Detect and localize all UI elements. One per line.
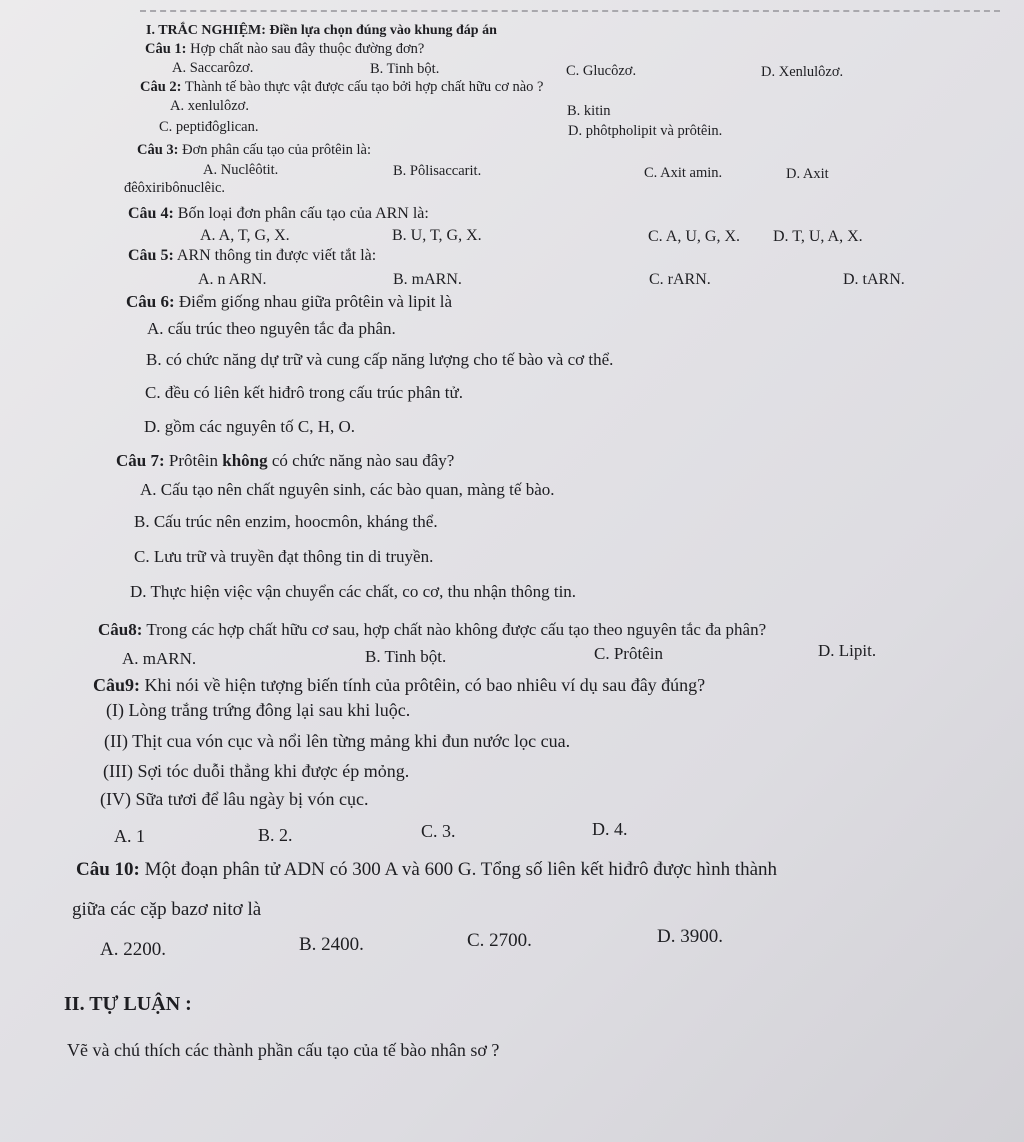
q1-option-a: A. Saccarôzơ. xyxy=(172,60,254,76)
q7-option-d: D. Thực hiện việc vận chuyển các chất, co cơ, thu nhận thông tin. xyxy=(130,582,577,601)
q5-option-b: B. mARN. xyxy=(393,271,462,288)
q3-option-a: A. Nuclêôtit. xyxy=(203,162,279,178)
q4-option-c: C. A, U, G, X. xyxy=(648,228,741,245)
question-6 xyxy=(126,293,452,310)
question-9-label: Câu9: xyxy=(93,675,141,695)
q6-option-d: D. gồm các nguyên tố C, H, O. xyxy=(144,417,356,436)
q5-option-c: C. rARN. xyxy=(649,271,711,288)
q7-option-c: C. Lưu trữ và truyền đạt thông tin di truyền. xyxy=(134,547,434,566)
q3-option-c: C. Axit amin. xyxy=(644,165,723,181)
q7-option-b: B. Cấu trúc nên enzim, hoocmôn, kháng thể. xyxy=(134,512,438,531)
q9-statement-1: (I) Lòng trắng trứng đông lại sau khi luộc. xyxy=(106,700,411,720)
q10-continuation: giữa các cặp bazơ nitơ là xyxy=(72,899,262,920)
q8-option-a: A. mARN. xyxy=(122,649,197,668)
q8-option-b: B. Tinh bột. xyxy=(365,647,447,666)
question-3-label: Câu 3: xyxy=(137,142,179,158)
question-8-label: Câu8: xyxy=(98,620,143,639)
q9-statement-4: (IV) Sữa tươi để lâu ngày bị vón cục. xyxy=(100,789,369,809)
question-9 xyxy=(93,676,705,694)
q9-option-b: B. 2. xyxy=(258,825,293,845)
question-1 xyxy=(145,42,424,57)
question-7-text-bold: không xyxy=(222,451,268,470)
question-4 xyxy=(128,206,429,222)
question-6-label: Câu 6: xyxy=(126,292,175,311)
q9-option-a: A. 1 xyxy=(114,826,145,846)
q4-option-d: D. T, U, A, X. xyxy=(773,228,863,245)
question-6-text: Điểm giống nhau giữa prôtêin và lipit là xyxy=(174,292,453,311)
q3-option-d: D. Axit xyxy=(786,166,829,182)
question-1-text: Hợp chất nào sau đây thuộc đường đơn? xyxy=(186,41,425,57)
q1-option-b: B. Tinh bột. xyxy=(370,61,440,77)
question-9-text: Khi nói về hiện tượng biến tính của prôtêin, có bao nhiêu ví dụ sau đây đúng? xyxy=(140,675,706,695)
question-5 xyxy=(128,248,376,264)
q5-option-d: D. tARN. xyxy=(843,271,905,288)
question-7-text-after: có chức năng nào sau đây? xyxy=(267,451,455,470)
q2-option-a: A. xenlulôzơ. xyxy=(170,98,249,114)
question-1-label: Câu 1: xyxy=(145,41,187,57)
q2-option-d: D. phôtpholipit và prôtêin. xyxy=(568,123,723,139)
question-3-text: Đơn phân cấu tạo của prôtêin là: xyxy=(178,142,371,158)
q5-option-a: A. n ARN. xyxy=(198,271,267,288)
q1-option-d: D. Xenlulôzơ. xyxy=(761,64,844,80)
question-5-label: Câu 5: xyxy=(128,247,174,264)
q6-option-b: B. có chức năng dự trữ và cung cấp năng lượng cho tế bào và cơ thể. xyxy=(146,350,614,369)
q10-option-b: B. 2400. xyxy=(299,934,364,955)
question-8-text: Trong các hợp chất hữu cơ sau, hợp chất nào không được cấu tạo theo nguyên tắc đa phân? xyxy=(142,620,767,639)
q2-option-b: B. kitin xyxy=(567,103,611,119)
q3-option-b: B. Pôlisaccarit. xyxy=(393,163,482,179)
q4-option-b: B. U, T, G, X. xyxy=(392,227,482,244)
top-dashed-border xyxy=(140,10,1000,12)
question-8 xyxy=(98,621,766,638)
q4-option-a: A. A, T, G, X. xyxy=(200,227,290,244)
q3-continuation: đêôxiribônuclêic. xyxy=(124,180,226,196)
question-2-text: Thành tế bào thực vật được cấu tạo bởi hợp chất hữu cơ nào ? xyxy=(181,79,544,95)
q6-option-c: C. đều có liên kết hiđrô trong cấu trúc phân tử. xyxy=(145,383,463,402)
q9-option-c: C. 3. xyxy=(421,821,456,841)
question-10-label: Câu 10: xyxy=(76,859,140,880)
q10-option-a: A. 2200. xyxy=(100,939,166,960)
question-4-text: Bốn loại đơn phân cấu tạo của ARN là: xyxy=(173,205,429,222)
q2-option-c: C. peptiđôglican. xyxy=(159,119,259,135)
question-7-label: Câu 7: xyxy=(116,451,165,470)
section-2-prompt: Vẽ và chú thích các thành phần cấu tạo của tế bào nhân sơ ? xyxy=(67,1040,500,1060)
question-7-text-before: Prôtêin xyxy=(164,451,223,470)
section-2-title: II. TỰ LUẬN : xyxy=(64,993,192,1015)
q9-statement-2: (II) Thịt cua vón cục và nổi lên từng mảng khi đun nước lọc cua. xyxy=(104,731,571,751)
q6-option-a: A. cấu trúc theo nguyên tắc đa phân. xyxy=(147,319,396,338)
q8-option-c: C. Prôtêin xyxy=(594,644,663,663)
q7-option-a: A. Cấu tạo nên chất nguyên sinh, các bào quan, màng tế bào. xyxy=(140,480,555,499)
q8-option-d: D. Lipit. xyxy=(818,641,877,660)
question-10-text: Một đoạn phân tử ADN có 300 A và 600 G. Tổng số liên kết hiđrô được hình thành xyxy=(139,859,778,880)
q9-option-d: D. 4. xyxy=(592,819,628,839)
question-7 xyxy=(116,452,454,469)
question-3 xyxy=(137,143,371,158)
question-4-label: Câu 4: xyxy=(128,205,174,222)
section-1-title: I. TRẮC NGHIỆM: Điền lựa chọn đúng vào khung đáp án xyxy=(146,23,497,38)
question-2 xyxy=(140,80,544,95)
q9-statement-3: (III) Sợi tóc duỗi thẳng khi được ép mỏng. xyxy=(103,761,410,781)
question-10 xyxy=(76,860,777,879)
q10-option-c: C. 2700. xyxy=(467,930,532,951)
q1-option-c: C. Glucôzơ. xyxy=(566,63,637,79)
q10-option-d: D. 3900. xyxy=(657,926,723,947)
question-5-text: ARN thông tin được viết tắt là: xyxy=(173,247,377,264)
question-2-label: Câu 2: xyxy=(140,79,182,95)
